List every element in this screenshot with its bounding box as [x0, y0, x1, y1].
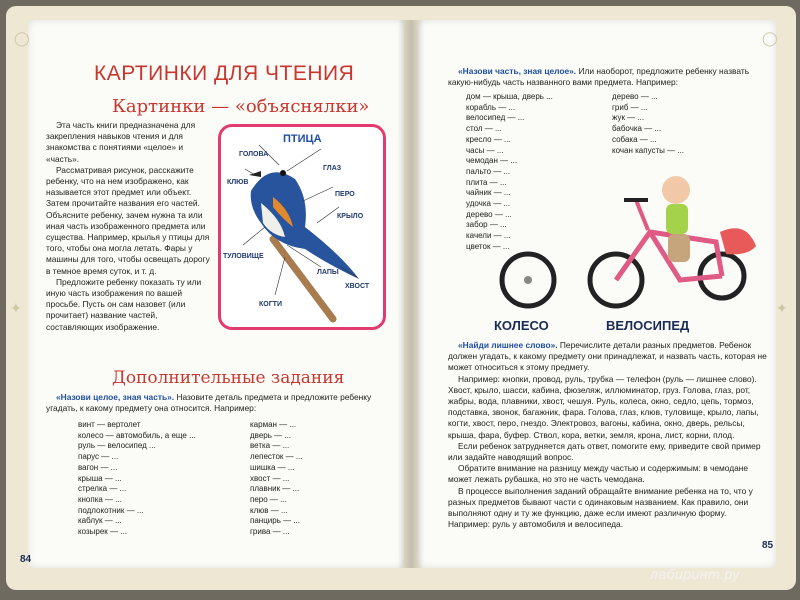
- list-item: кочан капусты — ...: [612, 145, 685, 155]
- word-list-col2: [250, 420, 303, 538]
- list-item: руль — велосипед ...: [78, 441, 156, 451]
- list-item: клюв — ...: [250, 505, 288, 515]
- list-item: цветок — ...: [466, 241, 510, 251]
- star-doodle-icon: ✦: [776, 300, 788, 316]
- bird-beak: [249, 171, 261, 177]
- list-item: винт — вертолет: [78, 420, 141, 429]
- child-head: [662, 176, 690, 204]
- bike-seat: [720, 228, 756, 254]
- list-item: качели — ...: [466, 231, 511, 241]
- list-item: удочка — ...: [466, 199, 511, 209]
- list-item: колесо — автомобиль, а еще ...: [78, 430, 196, 440]
- caption-wheel: КОЛЕСО: [494, 318, 549, 333]
- task-description: Назовите деталь предмета и предложите ребенку угадать, к какому предмету она относится. Например:: [46, 392, 372, 414]
- list-item: плита — ...: [466, 177, 507, 187]
- section-title: Картинки — «объяснялки»: [112, 96, 370, 117]
- list-item: вагон — ...: [78, 462, 118, 472]
- page-number: 85: [762, 540, 774, 551]
- list-item: собака — ...: [612, 134, 657, 144]
- list-item: лепесток — ...: [250, 452, 303, 462]
- list-item: парус — ...: [78, 452, 119, 462]
- list-item: плавник — ...: [250, 484, 300, 494]
- list-item: жук — ...: [612, 113, 645, 123]
- bird-eye: [280, 170, 286, 176]
- bird-title: ПТИЦА: [283, 133, 322, 145]
- list-item: часы — ...: [466, 145, 504, 155]
- list-item: стол — ...: [466, 124, 502, 134]
- star-doodle-icon: ✦: [10, 300, 22, 316]
- caption-bike: ВЕЛОСИПЕД: [606, 318, 690, 333]
- list-item: бабочка — ...: [612, 124, 662, 134]
- bird-label: ТУЛОВИЩЕ: [223, 253, 264, 260]
- list-item: ветка — ...: [250, 441, 290, 451]
- list-item: пальто — ...: [466, 166, 511, 176]
- list-item: чайник — ...: [466, 188, 511, 198]
- task1-text: [46, 392, 386, 414]
- section-title: Дополнительные задания: [112, 368, 345, 388]
- task3-paragraph: Например: кнопки, провод, руль, трубка — телефон (руль — лишнее слово). Хвост, крыло, шасси, кабина, фюзеляж, иллюминатор, груз. Голова, глаз, рот, жабры, вода, плавники, хвост, чешуя. Руль, колеса, окно, седло, цепь, тормоз, подставка, звонок, багажник, фара. Голова, глаз, клюв, туловище, крыло, лапы, когти, хвост, перо, гнездо. Электровоз, вагоны, кабина, окно, дверь, рельсы, крыша, фара, буфер. Ствол, кора, ветки, земля, крона, лист, корни, плод.: [448, 373, 759, 440]
- list-item: кресло — ...: [466, 134, 511, 144]
- list-item: корабль — ...: [466, 102, 516, 112]
- bird-label: ЛАПЫ: [317, 269, 339, 276]
- task2-text: [448, 66, 768, 88]
- word-list-col1: [78, 420, 196, 538]
- list-item: дерево — ...: [466, 209, 512, 219]
- task-description: Перечислите детали разных предметов. Ребенок должен угадать, к какому предмету они принадлежат, и назвать часть, которая не может относиться к этому предмету.: [448, 340, 767, 373]
- task-lead: «Назови целое, зная часть».: [56, 392, 175, 402]
- task-lead: «Найди лишнее слово».: [458, 340, 558, 350]
- intro-text: [46, 120, 214, 333]
- bird-label: КРЫЛО: [337, 213, 364, 220]
- bird-label: ПЕРО: [335, 191, 355, 198]
- list-item: грива — ...: [250, 527, 290, 537]
- task-description: Или наоборот, предложите ребенку назвать какую-нибудь часть названного вами предмета. Например:: [448, 66, 750, 88]
- task3-paragraph: Если ребенок затрудняется дать ответ, помогите ему, приведите свой пример или задайте наводящий вопрос.: [448, 440, 761, 463]
- list-item: перо — ...: [250, 494, 287, 504]
- child-shirt: [666, 204, 688, 234]
- list-item: чемодан — ...: [466, 156, 518, 166]
- word-list-col2: [612, 92, 684, 156]
- page-title: КАРТИНКИ ДЛЯ ЧТЕНИЯ: [94, 62, 355, 85]
- list-item: шишка — ...: [250, 462, 295, 472]
- balloon-doodle-icon: ◯: [762, 30, 778, 46]
- list-item: подлокотник — ...: [78, 505, 144, 515]
- balloon-doodle-icon: ◯: [14, 30, 30, 46]
- list-item: хвост — ...: [250, 473, 290, 483]
- list-item: дерево — ...: [612, 92, 658, 101]
- bird-label: ХВОСТ: [345, 283, 370, 290]
- bird-label: КЛЮВ: [227, 179, 249, 186]
- intro-paragraph: Эта часть книги предназначена для закрепления навыков чтения и для знакомства с понятиями «целое» и «часть».: [46, 120, 196, 164]
- list-item: велосипед — ...: [466, 113, 525, 123]
- list-item: дом — крыша, дверь ...: [466, 92, 553, 101]
- intro-paragraph: Предложите ребенку показать ту или иную часть изображения по вашей просьбе. Пусть он сам назовет (или прочитает) название частей, составляющих изображение.: [46, 276, 202, 332]
- list-item: стрелка — ...: [78, 484, 127, 494]
- intro-paragraph: Рассматривая рисунок, расскажите ребенку, что на нем изображено, как называется этот предмет или объект. Затем прочитайте названия его частей. Объясните ребенку, зачем нужна та или иная часть изображенного предмета или существа. Например, крылья у птицы для того, чтобы она могла летать. Фары у машины для того, чтобы освещать дорогу в темное время суток, и т. д.: [46, 164, 210, 276]
- list-item: карман — ...: [250, 420, 297, 429]
- watermark: лабиринт.ру: [650, 566, 740, 582]
- page-number: 84: [20, 554, 32, 565]
- list-item: гриб — ...: [612, 102, 648, 112]
- list-item: панцирь — ...: [250, 516, 300, 526]
- list-item: забор — ...: [466, 220, 507, 230]
- task3-paragraph: В процессе выполнения заданий обращайте внимание ребенка на то, что у разных предметов бывают части с одинаковым названием. Как правило, они выполняют одну и ту же функцию, даже если имеют различную форму. Например: руль у автомобиля и велосипеда.: [448, 485, 753, 530]
- task3-text: [448, 340, 768, 530]
- bird-label: ГЛАЗ: [323, 165, 342, 172]
- bird-label: КОГТИ: [259, 301, 282, 308]
- list-item: каблук — ...: [78, 516, 122, 526]
- task3-paragraph: Обратите внимание на разницу между частью и содержимым: в чемодане может лежать рубашка, но это не часть чемодана.: [448, 463, 749, 485]
- list-item: дверь — ...: [250, 430, 292, 440]
- bird-label: ГОЛОВА: [239, 151, 269, 158]
- book-gutter: [398, 20, 424, 568]
- list-item: кнопка — ...: [78, 494, 122, 504]
- bird-illustration-frame: [218, 124, 386, 330]
- task-lead: «Назови часть, зная целое».: [458, 66, 577, 76]
- list-item: крыша — ...: [78, 473, 122, 483]
- child-trousers: [668, 234, 690, 262]
- list-item: козырек — ...: [78, 527, 127, 537]
